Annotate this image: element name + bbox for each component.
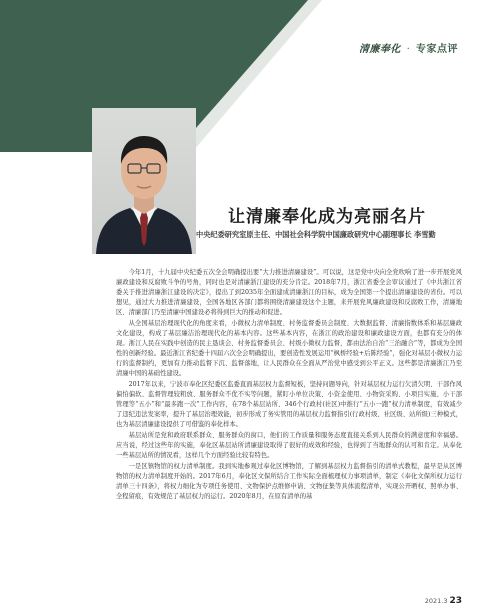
body-paragraph: 从全国基层治理现代化的角度来看，小微权力清单制度、村务监督委员会制度、大数据监督、清廉指数体系和基层廉政文化建设，构成了基层廉洁治理现代化的基本内容。这些基本内容，在浙江的政治建设和廉政建设方面，也都有充分的体现。浙江人民在实践中创造的民主恳谈会、村务监督委员会、村级小微权力监督，都由法治自治“三治融合”等，都成为全国性的创新经验。最近浙江省纪委十四届六次全会明确提出，要创造性发展运用“枫桥经验+后陈经验”，强化对基层小微权力运行的监督制约，更加有力推动监督下沉、监督落地，让人民群众在全面从严治党中感受到公平正义。这些都是清廉浙江乃至清廉中国的基础性建设。 [116,319,462,378]
brand-logo-text: 清廉奉化 [358,44,401,55]
article-byline: 中央纪委研究室原主任、中国社会科学院中国廉政研究中心副理事长 李雪勤 [196,230,436,239]
article-body [116,268,462,503]
header-separator: · [406,44,411,55]
body-paragraph: 一是区镇物馆的权力清单制度。我到实地参观过奉化区博物馆，了解到基层权力监督指引的清单式教程，最早是从区博物馆的权力清单制度开始的。2017年6月，奉化区文保所结合工作实际全面梳理权力事项清单，制定《奉化文保所权力运行清单三十四条》，将权力细化为专项任务使用、文物保护点维修申请、文物征集等具体流程清单，实现公开晒权、照单办事、全程留痕，有效规范了基层权力的运行。2020年8月，在原有清单的基 [116,462,462,501]
page-footer [425,596,462,606]
issue-number: 2021.3 [424,597,448,605]
page-header [359,40,458,55]
author-portrait [92,108,196,254]
page-number: 23 [449,596,462,606]
article-title: 让清廉奉化成为亮丽名片 [228,207,426,227]
body-paragraph: 2017年以来，宁波市奉化区纪委区监委直面基层权力监督短板，坚持问题导向，针对基层权力运行欠清欠明、干部作风偏怕偏软、监督管理较粗放、服务群众不优不实等问题，紧盯小单位决策、小资金使用、小物资采购、小项目实施、小干部管理等“五小”和“最多跑一次”工作内容，在78个基层站所、346个行政村(社区)中推行“五小一跑”权力清单制度，有效减少了违纪违法发案率，提升了基层治理效能，初步形成了务实管用的基层权力监督指引(行政村级、社区级、站所级)三种模式，也为基层清廉建设提供了可借鉴的奉化样本。 [116,381,462,429]
column-name: 专家点评 [416,44,458,55]
body-paragraph: 基层站所是党和政府联系群众、服务群众的窗口，他们的工作质量和服务态度直接关系到人民群众的满意度和幸福感。应当说，经过这些年的实施，奉化区基层站所清廉建设取得了很好的成效和经验，也得到了当地群众的认可和肯定。从奉化一些基层站所的情况看，这样几个方面经验比较有特色。 [116,432,462,460]
body-paragraph: 今年1月，十九届中央纪委五次全会明确提出要“大力推进清廉建设”。可以说，这是党中央向全党吹响了进一步开展党风廉政建设和反腐败斗争的号角，同时也是对清廉浙江建设的充分肯定。2018年7月，浙江省委全会审议通过了《中共浙江省委关于推进清廉浙江建设的决定》，提出了到2035年全面建成清廉浙江的目标，成为全国第一个提出清廉建设的省份。可以想见，通过大力推进清廉建设，全国各地区各部门都将围绕清廉建设这个主题，来开展党风廉政建设和反腐败工作，清廉地区、清廉部门乃至清廉中国建设必将得到巨大的推动和促进。 [116,269,462,317]
